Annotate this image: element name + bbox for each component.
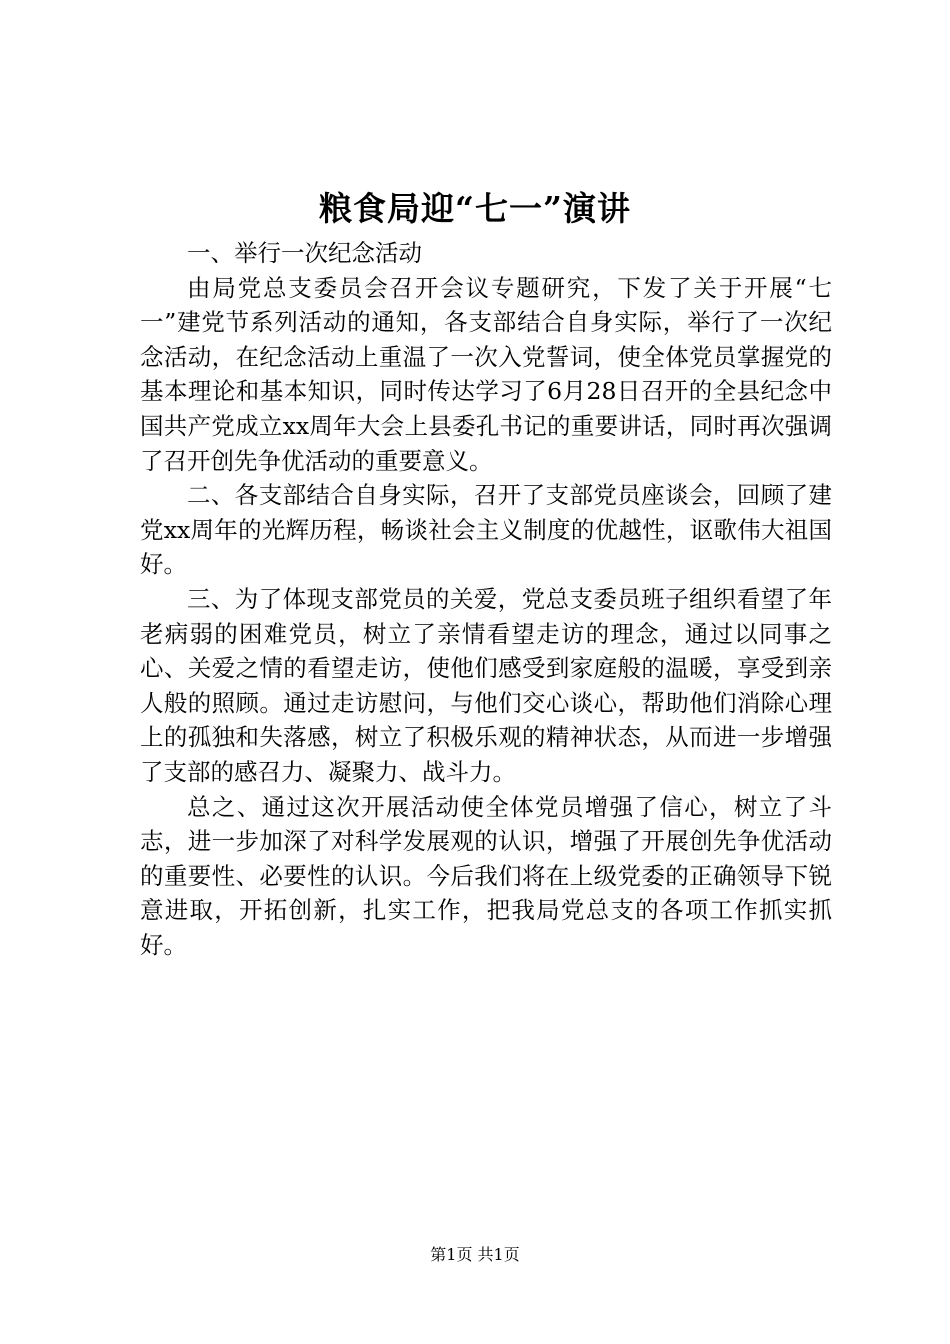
page-footer: 第1页 共1页: [430, 1245, 520, 1264]
document-body: [140, 236, 832, 962]
paragraph: 三、为了体现支部党员的关爱，党总支委员班子组织看望了年老病弱的困难党员，树立了亲情看望走访的理念，通过以同事之心、关爱之情的看望走访，使他们感受到家庭般的温暖，享受到亲人般的照顾。通过走访慰问，与他们交心谈心，帮助他们消除心理上的孤独和失落感，树立了积极乐观的精神状态，从而进一步增强了支部的感召力、凝聚力、战斗力。: [140, 584, 832, 786]
paragraph: 二、各支部结合自身实际，召开了支部党员座谈会，回顾了建党xx周年的光辉历程，畅谈社会主义制度的优越性，讴歌伟大祖国好。: [140, 481, 832, 579]
paragraph: 总之、通过这次开展活动使全体党员增强了信心，树立了斗志，进一步加深了对科学发展观的认识，增强了开展创先争优活动的重要性、必要性的认识。今后我们将在上级党委的正确领导下锐意进取，开拓创新，扎实工作，把我局党总支的各项工作抓实抓好。: [140, 792, 832, 959]
document-title: 粮食局迎“七一”演讲: [319, 189, 631, 228]
paragraph: 由局党总支委员会召开会议专题研究，下发了关于开展“七一”建党节系列活动的通知，各支部结合自身实际，举行了一次纪念活动，在纪念活动上重温了一次入党誓词，使全体党员掌握党的基本理论和基本知识，同时传达学习了6月28日召开的全县纪念中国共产党成立xx周年大会上县委孔书记的重要讲话，同时再次强调了召开创先争优活动的重要意义。: [140, 273, 832, 475]
paragraph-heading-1: 一、举行一次纪念活动: [187, 239, 422, 267]
